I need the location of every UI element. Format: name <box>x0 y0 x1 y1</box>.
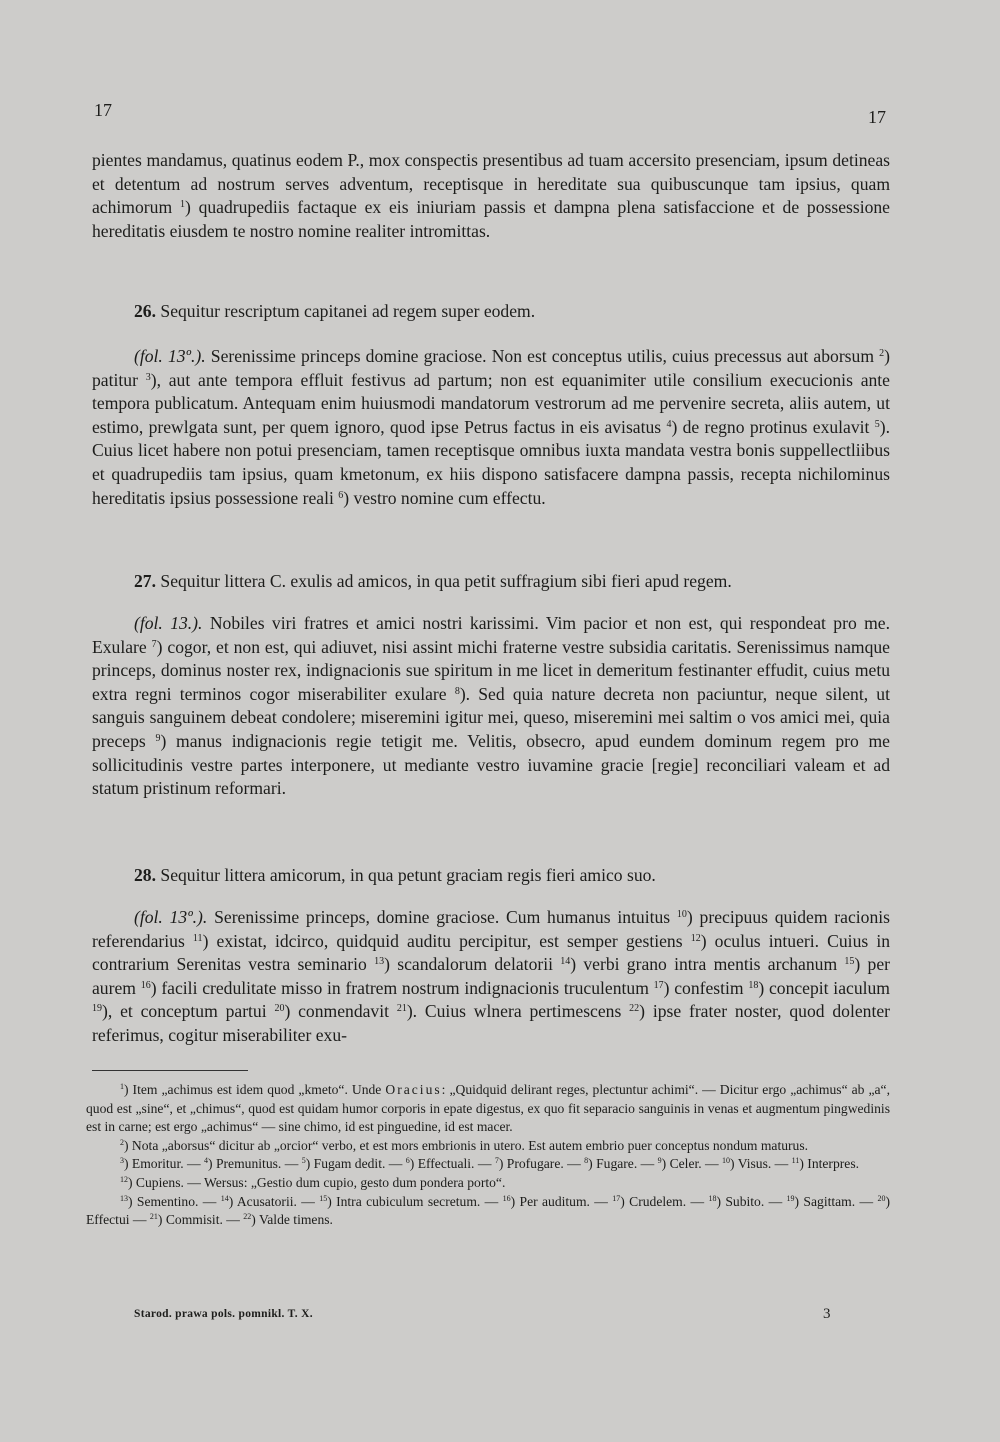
footnote-ref: 6 <box>338 489 344 501</box>
footnote-rule <box>92 1070 248 1071</box>
footnote-3-11: $^3$) Emoritur. — $^4$) Premunitus. — $^5$) Fugam dedit. — $^6$) Effectuali. — $^7$) Profugare. — $^8$) Fugare. — $^9$) Celer. — $^{10}$) Visus. — $^{11}$) Interpres. <box>120 1156 860 1172</box>
footnote-ref: 21 <box>396 1003 407 1015</box>
footnote-ref: 7 <box>151 638 157 650</box>
footnote-ref: 15 <box>844 956 855 968</box>
footnote-ref: 14 <box>560 956 571 968</box>
footnote-ref: 4 <box>666 418 672 430</box>
footnote-ref: 17 <box>653 979 664 991</box>
footnote-ref: 22 <box>629 1003 640 1015</box>
footnote-ref: 9 <box>155 732 161 744</box>
footnote-ref: 3 <box>145 371 151 383</box>
folio-reference: (fol. 13º.). <box>134 907 208 927</box>
paragraph-continuation: pientes mandamus, quatinus eodem P., mox conspectis presentibus ad tuam accersito presenciam, ipsum detineas et detentum ad nostrum serves adventum, receptisque in hereditate sua quibuscunque tam ipsius, quam achimorum $^1$) quadrupediis factaque ex eis iniuriam passis et dampna plena satisfaccione et de possessione hereditatis eiusdem te nostro nomine realiter intromittas. <box>92 150 890 241</box>
signature-mark: Starod. prawa pols. pomnikl. T. X. <box>134 1308 313 1320</box>
section-number: 27. <box>134 571 156 591</box>
footnote-ref: 1 <box>179 199 185 211</box>
footnote-ref: 10 <box>676 909 687 920</box>
footnote-13-22: $^{13}$) Sementino. — $^{14}$) Acusatorii. — $^{15}$) Intra cubiculum secretum. — $^{16}$) Per auditum. — $^{17}$) Crudelem. — $^{18}$) Subito. — $^{19}$) Sagittam. — $^{20}$) Effectui — $^{21}$) Commisit. — $^{22}$) Valde timens. <box>86 1193 890 1228</box>
footnotes <box>86 1081 890 1230</box>
section-body-26: (fol. 13º.). Serenissime princeps domine graciose. Non est conceptus utilis, cuius precessus aut aborsum $^2$) patitur $^3$), aut ante tempora effluit festivus ad partum; non est equanimiter utile consilium execucionis ante tempora publicatum. Antequam enim huiusmodi mandatorum vestrorum ad me pervenire secreta, aliis autem, ut estimo, prewlgata sunt, per quem ignoro, quod ipse Petrus factus in eis avisatus $^4$) de regno protinus exulavit $^5$). Cuius licet habere non potui presenciam, tamen receptisque omnibus iuxta mandata vestra bonis suppellectliibus et quadrupediis tam ipsius, quam kmetonum, ex hiis dispono satisfacere dampna passis, recepta nichilominus hereditatis ipsius possessione reali $^6$) vestro nomine cum effectu. <box>92 346 891 508</box>
section-title: Sequitur rescriptum capitanei ad regem super eodem. <box>160 301 536 321</box>
section-heading-27 <box>134 570 894 593</box>
section-body-28: (fol. 13º.). Serenissime princeps, domine graciose. Cum humanus intuitus $^{10}$) precipuus quidem racionis referendarius $^{11}$) existat, idcirco, quidquid auditu percipitur, est semper gestiens $^{12}$) oculus intueri. Cuius in contrarium Serenitas vestra seminario $^{13}$) scandalorum delatorii $^{14}$) verbi grano intra mentis archanum $^{15}$) per aurem $^{16}$) facili credulitate misso in fratrem nostrum indignacionis truculentum $^{17}$) confestim $^{18}$) concepit iaculum $^{19}$), et conceptum partui $^{20}$) conmendavit $^{21}$). Cuius wlnera pertimescens $^{22}$) ipse frater noster, quod dolenter referimus, cogitur miserabiliter exu- <box>92 907 891 1045</box>
page-number-left: 17 <box>94 100 112 120</box>
footnote-ref: 8 <box>454 685 460 697</box>
section-title: Sequitur littera amicorum, in qua petunt graciam regis fieri amico suo. <box>160 865 656 885</box>
folio-reference: (fol. 13º.). <box>134 346 206 366</box>
folio-reference: (fol. 13.). <box>134 613 203 633</box>
footnote-ref: 20 <box>274 1003 285 1015</box>
sheet-number: 3 <box>823 1306 831 1322</box>
section-body-27: (fol. 13.). Nobiles viri fratres et amici nostri karissimi. Vim pacior et non est, qui respondeat pro me. Exulare $^7$) cogor, et non est, qui adiuvet, nisi assint michi fraterne vestre subsidia caritatis. Serenissimus namque princeps, dominus noster rex, indignacionis sue spiritum in me licet in demeritum festinanter effudit, cuius metu extra regni terminos cogor miserabiliter exulare $^8$). Sed quia nature decreta non paciuntur, neque silent, ut sanguis sanguinem debeat condolere; miseremini igitur mei, queso, miseremini mei saltim o vos amici mei, quia preceps $^9$) manus indignacionis regie tetigit me. Velitis, obsecro, apud eundem dominum regem pro me sollicitudinis vestre partes interponere, ut mediante vestro iuvamine gracie [regie] reconciliari valeam et ad statum pristinum reformari. <box>92 613 891 799</box>
footnote-ref: 11 <box>192 932 203 944</box>
section-heading-26 <box>134 300 894 323</box>
section-number: 26. <box>134 301 156 321</box>
footnote-1: $^1$) Item „achimus est idem quod „kmeto“. Unde Oracius: „Quidquid delirant reges, plectuntur achimi“. — Dicitur ergo „achimus“ ab „a“, quod est „sine“, et „chimus“, quod est quidam humor corporis in epate digestus, ex quo fit separacio sanguinis in venas et augmentum pingwedinis est in carne; est ergo „achimus“ — sine chimo, id est pinguedine, id est macer. <box>86 1082 890 1135</box>
page-number-right: 17 <box>868 107 886 127</box>
footnote-12: $^{12}$) Cupiens. — Wersus: „Gestio dum cupio, gesto dum pondera porto“. <box>120 1174 506 1190</box>
footnote-ref: 5 <box>874 418 880 430</box>
footnote-ref: 19 <box>92 1003 102 1015</box>
section-heading-28 <box>134 864 894 887</box>
footnote-ref: 2 <box>879 348 885 359</box>
section-title: Sequitur littera C. exulis ad amicos, in qua petit suffragium sibi fieri apud regem. <box>160 571 732 591</box>
footnote-ref: 12 <box>690 932 701 944</box>
section-number: 28. <box>134 865 156 885</box>
footnote-ref: 13 <box>374 956 385 968</box>
footnote-2: $^2$) Nota „aborsus“ dicitur ab „orcior“ verbo, et est mors embrionis in utero. Est autem embrio puer conceptus nondum maturus. <box>120 1137 809 1153</box>
footnote-ref: 16 <box>140 979 151 991</box>
footnote-ref: 18 <box>748 979 759 991</box>
